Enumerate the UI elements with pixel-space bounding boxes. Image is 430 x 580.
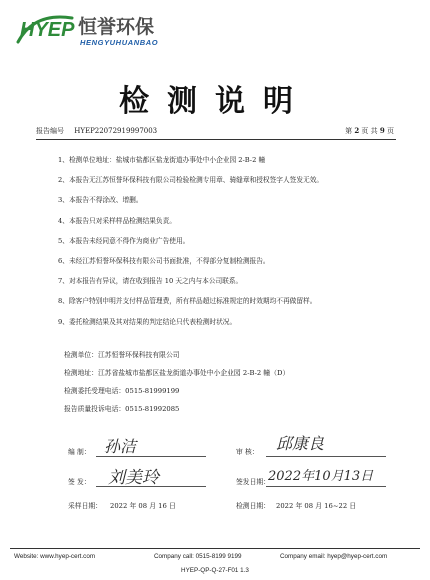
footer-divider [10,548,420,549]
page-current: 2 [354,126,360,135]
testing-date-value: 2022 年 08 月 16~22 日 [276,502,357,510]
company-logo [14,8,194,48]
report-number [36,126,157,136]
complaint-phone-value: 0515-81992085 [125,405,180,413]
agency-label: 检测单位： [64,351,98,359]
agency-value: 江苏恒誉环保科技有限公司 [97,351,180,359]
address-label: 检测地址： [64,369,98,377]
notes-list [58,150,398,332]
service-phone-value: 0515-81999199 [125,387,180,395]
compile-sign-line [96,456,206,457]
report-number-value: HYEP22072919997003 [74,127,158,135]
note-item: 2、本报告无江苏恒誉环保科技有限公司检验检测专用章、骑缝章和授权签字人签发无效。 [58,176,324,185]
issue-date-line [266,486,386,487]
footer-website: Website: www.hyep-cert.com [14,553,96,560]
service-phone-label: 检测委托受理电话： [64,387,126,395]
note-item: 7、对本报告有异议，请在收到报告 10 天之内与本公司联系。 [58,277,243,286]
note-item: 8、除客户特别申明并支付样品管理费，所有样品超过标准规定的时效期均不再做留样。 [58,297,317,306]
logo-chinese: 恒誉环保 [78,16,155,38]
complaint-phone-row [64,400,384,418]
agency-info [64,346,384,418]
page-title: 检测说明 [119,84,311,119]
review-signature: 邱康良 [276,434,325,453]
page-suffix: 页 [387,127,394,135]
issue-date-handwritten: 2022年10月13日 [268,469,374,484]
note-item: 9、委托检测结果及其对结果的判定结论只代表检测时状况。 [58,317,237,326]
header-divider [36,139,396,140]
footer-email: Company email: hyep@hyep-cert.com [280,553,388,560]
page-indicator [345,126,394,136]
address-row [64,364,384,382]
logo-graphic [14,8,194,48]
complaint-phone-label: 报告质量投诉电话： [64,405,126,413]
note-item: 6、未经江苏恒誉环保科技有限公司书面批准，不得部分复制检测报告。 [58,256,270,265]
address-value: 江苏省盐城市盐都区盐龙街道办事处中小企业园 2-B-2 幢（D） [97,369,290,377]
service-phone-row [64,382,384,400]
issue-label: 签 发： [68,478,91,486]
logo-pinyin: HENGYUHUANBAO [80,38,159,47]
issue-signature: 刘美玲 [108,468,159,488]
page-total: 9 [379,126,385,135]
page-prefix: 第 [345,127,353,135]
review-sign-line [266,456,386,457]
compile-signature: 孙洁 [104,437,137,456]
document-code: HYEP-QP-Q-27-F01 1.3 [181,567,249,574]
agency-row [64,346,384,364]
issue-sign-line [96,486,206,487]
sampling-date-label: 采样日期： [68,502,102,510]
logo-mark: HYEP [20,19,75,41]
review-label: 审 核： [236,448,259,456]
report-number-label: 报告编号 [36,127,64,135]
note-item: 5、本报告未经同意不得作为商业广告使用。 [58,236,190,245]
sampling-date-value: 2022 年 08 月 16 日 [110,502,176,510]
footer-phone: Company call: 0515-8199 9199 [154,553,242,560]
compile-label: 编 制： [68,448,91,456]
testing-date-label: 检测日期： [236,502,270,510]
note-item: 3、本报告不得涂改、增删。 [58,196,143,205]
issue-date-label: 签发日期： [236,478,270,486]
note-item: 4、本报告只对采样样品检测结果负责。 [58,216,176,225]
page-mid: 页 共 [361,127,378,135]
note-item: 1、检测单位地址：盐城市盐都区盐龙街道办事处中小企业园 2-B-2 幢 [58,156,266,164]
